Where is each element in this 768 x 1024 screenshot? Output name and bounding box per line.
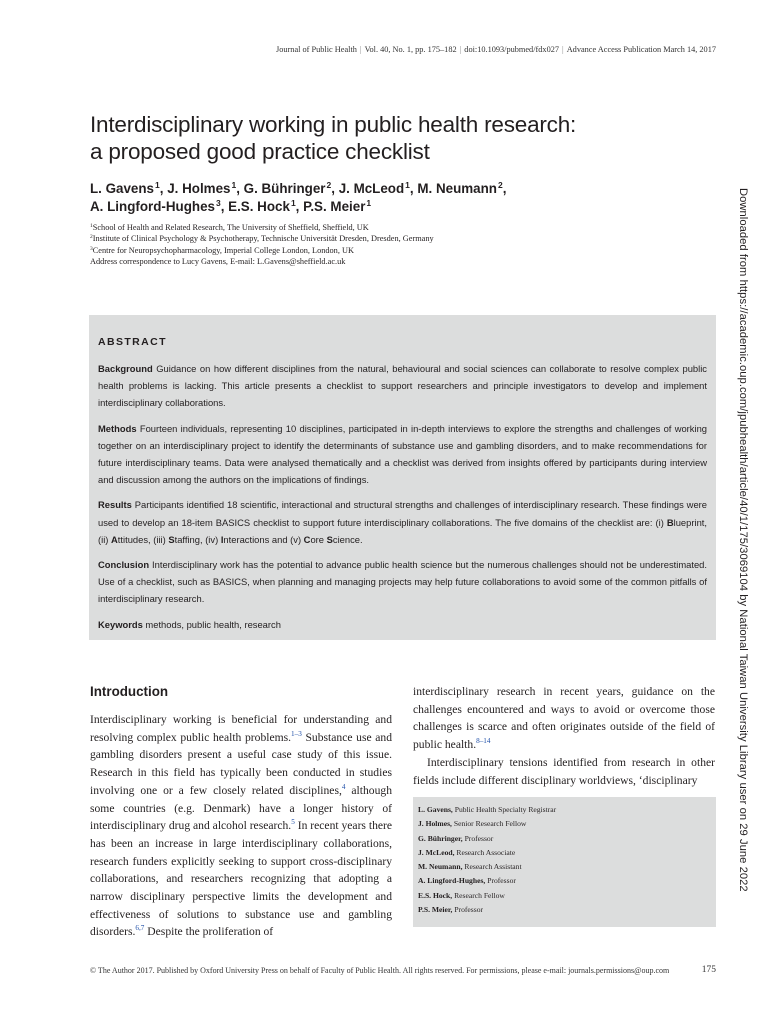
paragraph-text: In recent years there has been an increase in large interdisciplinary collaborations, research funders explicitly seeking to support cross-disciplinary collaborations, and researchers recognizing that adopting a narrow disciplinary perspective limits the development and effectiveness of solutions to substance use and gambling disorders.	[90, 819, 393, 939]
role-title: Professor	[454, 905, 484, 915]
author-role-row	[418, 803, 711, 817]
author-list	[90, 180, 650, 216]
author-affiliation-mark: 2	[497, 180, 503, 190]
abstract-results	[98, 496, 707, 548]
title-line-2: a proposed good practice checklist	[90, 139, 430, 164]
role-title: Research Fellow	[454, 890, 505, 900]
affiliation-number: 1	[90, 223, 93, 229]
results-label: Results	[98, 499, 132, 511]
author-role-row	[418, 889, 711, 903]
conclusion-label: Conclusion	[98, 559, 150, 571]
role-author-name: L. Gavens,	[418, 805, 453, 814]
affiliation-2	[90, 233, 650, 244]
role-author-name: E.S. Hock,	[418, 890, 453, 900]
role-author-name: P.S. Meier,	[418, 905, 453, 915]
abstract-keywords	[98, 616, 707, 633]
domain-initial: B	[666, 516, 674, 528]
article-title	[90, 111, 650, 165]
body-column-right	[413, 683, 715, 789]
introduction-paragraph-1-continued	[413, 683, 715, 754]
author-affiliation-mark: 2	[326, 180, 332, 190]
citation-link[interactable]: 5	[291, 818, 295, 827]
affiliation-3	[90, 245, 650, 256]
domain-rest: nteractions and (v)	[223, 533, 304, 545]
role-title: Professor	[487, 876, 516, 886]
keywords-text: methods, public health, research	[145, 618, 281, 630]
affiliation-number: 3	[90, 245, 93, 252]
author-name: L. Gavens	[90, 181, 155, 196]
author-separator: ,	[236, 181, 244, 196]
author-separator: ,	[159, 181, 168, 196]
author-affiliation-mark: 1	[405, 180, 410, 190]
author-name: M. Neumann	[417, 181, 497, 196]
methods-text: Fourteen individuals, representing 10 disciplines, participated in in-depth interviews to explore the strengths and challenges of working together on an interdisciplinary project to identify the determinants of substance use and gambling disorders, and to make recommendations for future interdisciplinary teams. Data were analysed thematically and a checklist was derived from insights offered by participants during interview and discussion among the authors on the implications of findings.	[98, 422, 707, 486]
author-name: A. Lingford-Hughes	[90, 199, 215, 214]
journal-running-header: Journal of Public Health | Vol. 40, No. 1, pp. 175–182 | doi:10.1093/pubmed/fdx027 | Advance Access Publication March 14, 2017	[276, 45, 716, 54]
domain-initial: S	[326, 533, 333, 545]
role-author-name: J. Holmes,	[418, 819, 452, 829]
role-title: Senior Research Fellow	[453, 819, 527, 829]
affiliation-text: Institute of Clinical Psychology & Psychotherapy, Technische Universität Dresden, Dresden, Germany	[92, 234, 434, 244]
role-author-name: J. McLeod,	[418, 847, 455, 857]
role-title: Research Associate	[456, 847, 516, 857]
publication-date: Advance Access Publication March 14, 2017	[566, 45, 716, 54]
abstract-background	[98, 360, 707, 412]
domain-rest: ore	[310, 533, 327, 545]
author-roles-box	[413, 797, 716, 927]
volume-info: Vol. 40, No. 1, pp. 175–182	[364, 45, 457, 54]
affiliation-text: Centre for Neuropsychopharmacology, Imperial College London, London, UK	[92, 245, 354, 255]
role-author-name: A. Lingford-Hughes,	[418, 876, 486, 886]
title-line-1: Interdisciplinary working in public health research:	[90, 112, 577, 137]
author-separator: ,	[502, 181, 507, 196]
author-name: J. Holmes	[167, 181, 231, 196]
domain-initial: S	[168, 533, 175, 545]
domain-initial: I	[220, 533, 224, 545]
journal-name: Journal of Public Health	[276, 45, 357, 54]
page-number: 175	[701, 965, 716, 975]
affiliations	[90, 222, 650, 267]
author-role-row	[418, 832, 711, 846]
correspondence-address[interactable]: Address correspondence to Lucy Gavens, E-mail: L.Gavens@sheffield.ac.uk	[90, 256, 346, 266]
author-affiliation-mark: 1	[155, 180, 160, 190]
conclusion-text: Interdisciplinary work has the potential to advance public health science but the numerous challenges should not be underestimated. Use of a checklist, such as BASICS, when planning and managing projects may help future collaborations to avoid some of the common pitfalls of interdisciplinary research.	[98, 559, 708, 605]
author-affiliation-mark: 3	[215, 198, 221, 208]
affiliation-1	[90, 222, 650, 233]
copyright-notice: © The Author 2017. Published by Oxford University Press on behalf of Faculty of Public Health. All rights reserved. For permissions, please e-mail: journals.permissions@oup.com	[90, 966, 670, 975]
author-separator: ,	[295, 199, 304, 214]
domain-rest: taffing, (iv)	[174, 533, 221, 545]
author-role-row	[418, 846, 711, 860]
role-title: Professor	[464, 833, 494, 843]
affiliation-text: School of Health and Related Research, The University of Sheffield, Sheffield, UK	[92, 223, 369, 232]
author-role-row	[418, 903, 711, 917]
introduction-paragraph-2: Interdisciplinary tensions identified from research in other fields include different disciplinary worldviews, ‘disciplinary	[413, 755, 715, 787]
role-author-name: M. Neumann,	[418, 862, 463, 872]
background-text: Guidance on how different disciplines from the natural, behavioural and social sciences can collaborate to resolve complex public health problems is lacking. This article presents a checklist to support researchers and principle investigators to develop and implement interdisciplinary collaborations.	[98, 363, 707, 409]
author-name: P.S. Meier	[303, 199, 366, 214]
author-affiliation-mark: 1	[290, 198, 296, 208]
role-author-name: G. Bühringer,	[418, 833, 463, 843]
author-line-1	[90, 180, 650, 198]
domain-initial: C	[303, 533, 311, 545]
author-name: E.S. Hock	[228, 199, 290, 214]
domain-rest: ttitudes, (iii)	[117, 533, 169, 545]
paragraph-text: although some countries (e.g. Denmark) have a longer history of interdisciplinary drug and alcohol research.	[90, 783, 392, 833]
citation-link[interactable]: 8–14	[476, 737, 491, 746]
author-separator: ,	[220, 199, 229, 214]
doi[interactable]: doi:10.1093/pubmed/fdx027	[464, 45, 560, 54]
author-separator: ,	[331, 181, 339, 196]
download-watermark: Downloaded from https://academic.oup.com/jpubhealth/article/40/1/175/3069104 by National Taiwan University Library user on 29 June 2022	[737, 188, 749, 892]
abstract-methods	[98, 420, 707, 489]
abstract-conclusion	[98, 556, 707, 608]
background-label: Background	[98, 363, 153, 374]
results-text: Participants identified 18 scientific, interactional and structural strengths and challenges of interdisciplinary research. These findings were used to develop an 18-item BASICS checklist to support future interdisciplinary collaborations. The five domains of the checklist are: (i)	[98, 499, 708, 528]
citation-link[interactable]: 6,7	[135, 924, 145, 933]
keywords-label: Keywords	[98, 618, 143, 630]
author-role-row	[418, 874, 711, 888]
author-role-row	[418, 860, 711, 874]
paragraph-text: interdisciplinary research in recent years, guidance on the challenges encountered and ways to avoid or overcome those challenges is scarce and often originates outside of the field of public health.	[413, 685, 715, 752]
role-title: Research Assistant	[464, 862, 522, 872]
abstract-box	[89, 315, 716, 640]
affiliation-number: 2	[90, 234, 93, 241]
author-name: G. Bühringer	[243, 181, 326, 196]
author-role-row	[418, 817, 711, 831]
domain-rest: lueprint, (ii)	[98, 516, 707, 545]
citation-link[interactable]: 1–3	[291, 729, 302, 738]
author-name: J. McLeod	[338, 181, 405, 196]
introduction-paragraph-1	[90, 711, 392, 941]
abstract-heading: ABSTRACT	[98, 336, 167, 348]
body-column-left	[90, 683, 392, 941]
introduction-heading: Introduction	[90, 684, 169, 699]
paragraph-text: Interdisciplinary working is beneficial for understanding and resolving complex public health problems.	[90, 713, 392, 744]
domain-rest: cience.	[332, 533, 363, 545]
citation-link[interactable]: 4	[341, 782, 346, 791]
paragraph-text: Despite the proliferation of	[144, 925, 274, 939]
author-affiliation-mark: 1	[366, 198, 372, 208]
methods-label: Methods	[98, 422, 137, 434]
author-separator: ,	[409, 181, 418, 196]
author-affiliation-mark: 1	[231, 180, 237, 190]
author-line-2	[90, 198, 650, 216]
paragraph-text: Substance use and gambling disorders present a useful case study of this issue. Research in this field has typically been conducted in studies involving one or a few closely related disciplines,	[90, 730, 392, 797]
domain-initial: A	[111, 533, 118, 545]
role-title: Public Health Specialty Registrar	[454, 805, 557, 814]
